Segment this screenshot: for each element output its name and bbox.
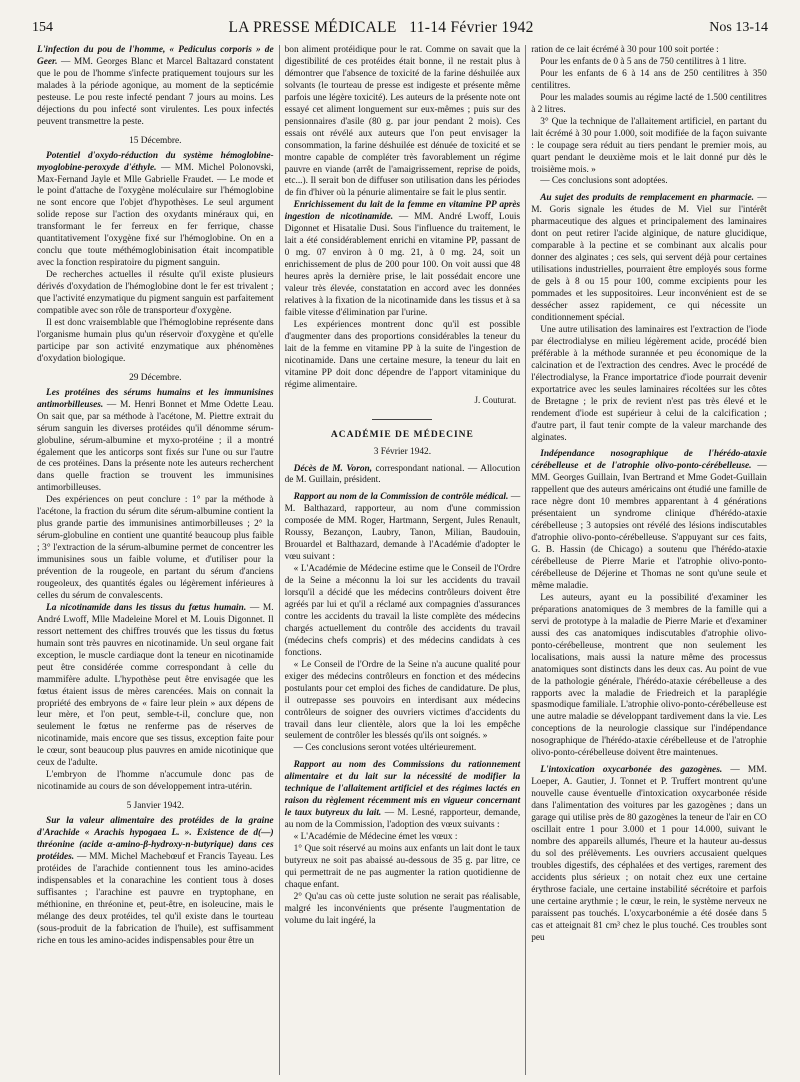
article-text: — M. Henri Bonnet et Mme Odette Leau. On sait que, par sa méthode à l'acétone, M. Piettre extrait du sérum sanguin les diverses protéides qu'il dénomme sérum-globuline, sérum-albumine et myxo-protéine ; il a montré également que les anticorps sont fixés sur l'une ou sur l'autre de ces protéines. Dans la présente note les auteurs recherchent dans quelle fraction se trouvent les immunisines antimorbilleuses. (37, 399, 274, 494)
article-text: — MM. Georges Guillain, Ivan Bertrand et Mme Godet-Guillain rappellent que des auteurs américains ont étudié une famille de race nègre dont 10 membres apparentant à 4 générations présentaient un syndrome clinique d'hérédo-ataxie cérébelleuse ; 3 autopsies ont révélé des lésions indiscutables d'atrophie olivo-ponto-cérébelleuse. S'appuyant sur ces faits, G. B. Hassin (de Chicago) a soutenu que l'hérédo-ataxie cérébelleuse de Pierre Marie et l'atrophie olivo-ponto-cérébelleuse de Déjerine et Thomas ne sont qu'une seule et même maladie. (531, 461, 767, 591)
session-date: 5 Janvier 1942. (126, 801, 184, 812)
article-deces-voron (285, 464, 521, 488)
section-divider (372, 419, 432, 420)
paragraph: Les auteurs, ayant eu la possibilité d'examiner les préparations anatomiques de 3 membres de la famille qui a servi de prototype à la maladie de Pierre Marie et d'examiner aussi des cas anatomiques indiscutables d'atrophie olivo-ponto-cérébelleuse, montrent que non seulement les localisations, mais aussi la nature même des processus anatomiques sont distincts dans les deux cas. Au point de vue de la pathologie générale, l'hérédo-ataxie cérébelleuse a des rapports avec la maladie de Friedreich et la paraplégie spasmodique familiale. L'atrophie olivo-ponto-cérébelleuse est une autre maladie se développant tardivement dans la vie. Les conceptions de la neurologie classique sur l'indépendance nosographique de l'hérédo-ataxie cérébelleuse et de l'atrophie olivo-ponto-cérébelleuse doivent être maintenues. (531, 592, 767, 759)
article-title: Au sujet des produits de remplacement en pharmacie. (540, 193, 754, 204)
article-title: Décès de M. Voron, (293, 463, 373, 474)
issue-date: 11-14 Février 1942 (409, 19, 534, 36)
column-1 (32, 45, 279, 1075)
article-text: — MM. Michel Machebœuf et Francis Tayeau. Les protéides de l'arachide contiennent tous les amino-acides indispensables et la conarachine les contient tous à doses suffisantes ; l'arachine est pauvre en tryptophane, en méthionine, en thréonine et, peut-être, en isoleucine, mais le mélange des deux protéides, tel qu'il existe dans le tourteau (sous-produit de la fabrication de l'huile), est suffisamment riche en tous les amino-acides indispensables pour être un (37, 851, 274, 946)
article-produits-remplacement (531, 193, 767, 324)
page-number: 154 (32, 20, 53, 35)
section-date: 3 Février 1942. (373, 446, 432, 457)
paragraph: « L'Académie de Médecine émet les vœux : (293, 832, 458, 843)
article-text: — MM. André Lwoff, Louis Digonnet et Hisatalie Dusi. Sous l'influence du traitement, le lait a été considérablement enrichi en vitamine PP, passant de 0 mg. 07 environ à 0 mg. 21, à 0 mg. 24, soit un enrichissement de plus de 200 pour 100. On voit aussi que 48 heures après la dernière prise, le lait possédait encore une valeur très élevée, constatation en accord avec les données relatives à la fixation de la nicotinamide dans les tissus et à sa faible vitesse d'élimination par l'urine. (284, 212, 521, 318)
article-text: — MM. Loeper, A. Gautier, J. Tonnet et P. Truffert montrent qu'une nouvelle cause éventuelle d'intoxication oxycarbonée réside dans l'alimentation des voitures par les gazogènes ; dans un garage qui utilise près de 80 gazogènes la teneur de l'air en CO oscillait entre 1 pour 3.000 et 1 pour 14.000, suivant le nombre des appareils allumés, l'heure et la hauteur au-dessus du sol des prélèvements. Les ouvriers accusaient quelques troubles digestifs, des céphalées et des vertiges, rarement des accidents plus sérieux ; on notait chez eux une certaine érythrose faciale, une certaine instabilité sécrétoire et parfois une certaine arythmie ; le cœur, le rein, le système nerveux ne paraissent pas touchés. L'oxycarbonémie a été dosée dans 5 cas et atteignait 81 cm³ chez le plus touché. Ces troubles sont peu (531, 765, 767, 943)
paragraph: L'embryon de l'homme n'accumule donc pas de nicotinamide au cours de son développement intra-utérin. (37, 770, 274, 793)
article-heredo-ataxie (531, 449, 767, 592)
article-title: Sur la valeur alimentaire des protéides de la graine d'Arachide « Arachis hypogaea L. ». Existence de d(—) thréonine (acide α-amino-β-hydroxy-n-butyrique) dans ces protéides. (37, 816, 274, 862)
paragraph: De recherches actuelles il résulte qu'il existe plusieurs dérivés d'oxydation de l'hémoglobine dont le fer est trivalent ; que l'activité enzymatique du pigment sanguin est parfaitement compatible avec son rôle de transporteur d'oxygène. (37, 270, 274, 317)
issue-number: Nos 13-14 (709, 20, 768, 35)
article-title: La nicotinamide dans les tissus du fœtus humain. (46, 602, 247, 613)
journal-title: LA PRESSE MÉDICALE (228, 19, 397, 36)
session-date: 15 Décembre. (129, 135, 182, 146)
article-text: — MM. Georges Blanc et Marcel Baltazard constatent que le pou de l'homme s'infecte pratiquement toujours sur les malades à la période agonique, au moment de la septicémie pesteuse. Le pou reste infecté pendant 7 jours au moins. Les déjections du pou infecté sont virulentes. Les poux infectés peuvent transmettre la peste. (37, 56, 274, 127)
paragraph: bon aliment protéidique pour le rat. Comme on savait que la digestibilité de ces protéides était bonne, il ne restait plus à démontrer que l'absence de toxicité de la farine déshuilée aux solvants (le tourteau de presse est indigeste et présente même parfois une légère toxicité). Les auteurs de la présente note ont essayé cet aliment longuement sur eux-mêmes ; puis sur des pensionnaires d'asile (80 g. par jour pendant 2 mois). Ces essais ont révélé aux auteurs que l'on peut envisager la consommation, la farine déshuilée est dénuée de toxicité et se montre capable de compléter très favorablement un régime pauvre en viande (arrêt de l'amaigrissement, reprise de poids, etc...). Il serait bon de diffuser son utilisation dans les périodes de fin d'hiver où la pénurie alimentaire se fait le plus sentir. (284, 45, 521, 199)
article-arachide (37, 816, 274, 947)
paragraph: — Ces conclusions sont adoptées. (540, 176, 668, 187)
article-text: — M. Balthazard, rapporteur, au nom d'une commission composée de MM. Roger, Hartmann, Sergent, Jules Renault, Roussy, Bezançon, Laubry, Tanon, Milian, Baudouin, Brouardel et Balthazard, demande à l'Académie d'adopter le vœu suivant : (284, 492, 521, 563)
paragraph: 2° Qu'au cas où cette juste solution ne serait pas réalisable, malgré les inconvénients que présente l'augmentation de volume du lait ingéré, la (284, 891, 521, 926)
article-title: Rapport au nom des Commissions du rationnement alimentaire et du lait sur la nécessité de modifier la technique de l'allaitement artificiel et des régimes lactés en raison du règlement récemment mis en vigueur concernant le taux butyreux du lait. (284, 760, 521, 819)
paragraph: Une autre utilisation des laminaires est l'extraction de l'iode par électrodialyse en milieu légèrement acide, procédé bien préférable à la méthode surannée et peu économique de la calcination et de l'extraction des cendres. Avec le procédé de l'électrodialyse, la France importatrice d'iode pourrait devenir exportatrice avec les seules laminaires récoltées sur les côtes de Bretagne ; le prix de revient n'est pas très élevé et le rendement d'iode est supérieur à celui de la calcification ; d'autre part, il faut tenir compte de la valeur marchande des alginates. (531, 324, 767, 443)
paragraph: 3° Que la technique de l'allaitement artificiel, en partant du lait écrémé à 30 pour 1.000, soit modifiée de la façon suivante : le coupage sera réduit au tiers pendant le premier mois, au quart pendant le deuxième mois et le lait donné pur dès le troisième mois. » (531, 116, 767, 175)
author-signature: J. Couturat. (474, 394, 517, 405)
article-pediculus (37, 45, 274, 129)
article-text: — M. Lesné, rapporteur, demande, au nom de la Commission, l'adoption des vœux suivants : (284, 808, 521, 831)
paragraph: « L'Académie de Médecine estime que le Conseil de l'Ordre de la Seine a méconnu la loi sur les accidents du travail lorsqu'il a décidé que les médecins contrôleurs doivent être agréés par lui et qu'il a réclamé aux compagnies d'assurances contre les accidents du travail la liste complète des médecins chargés actuellement du contrôle des accidents du travail (médecins chefs compris) et des médecins candidats à ces fonctions. (284, 564, 521, 658)
article-nicotinamide-foetus (37, 603, 274, 770)
article-intoxication-gazogenes (531, 765, 767, 944)
paragraph: Il est donc vraisemblable que l'hémoglobine représente dans l'organisme humain plus qu'un réservoir d'oxygène et qu'elle participe par son activité enzymatique aux phénomènes d'oxydation biologique. (37, 317, 274, 364)
article-title: L'infection du pou de l'homme, « Pediculus corporis » de Geer. (37, 45, 274, 67)
paragraph: Les expériences montrent donc qu'il est possible d'augmenter dans des proportions considérables la teneur du lait de la femme en vitamine PP à la suite de l'ingestion de nicotinamide. Dans une certaine mesure, la teneur du lait en vitamine PP doit donc dépendre de l'apport vitaminique du régime alimentaire. (284, 319, 521, 390)
article-title: L'intoxication oxycarbonée des gazogènes. (540, 765, 723, 776)
section-title: ACADÉMIE DE MÉDECINE (330, 429, 474, 440)
article-title: Rapport au nom de la Commission de contrôle médical. (293, 492, 509, 503)
page-header (32, 14, 768, 42)
paragraph: Pour les malades soumis au régime lacté de 1.500 centilitres à 2 litres. (531, 92, 767, 115)
column-2 (279, 45, 526, 1075)
paragraph: Des expériences on peut conclure : 1° par la méthode à l'acétone, la fraction du sérum dite sérum-albumine contient la plus grande partie des immunisines antimorbilleuses ; 2° la sérum-globuline en contient une quantité beaucoup plus faible ; 3° l'extraction de la sérum-albumine permet de concentrer les immunisines sous un faible volume, et d'utiliser pour la prévention de la rougeole, en partant du sérum d'anciens rougeoleux, des quantités égales ou légèrement inférieures à celles du sérum de convalescents. (37, 495, 274, 601)
paragraph: « Le Conseil de l'Ordre de la Seine n'a aucune qualité pour exiger des médecins contrôleurs en fonction et des médecins postulants pour cet emploi des fiches de candidature. De plus, il outrepasse ses pouvoirs en interdisant aux médecins contrôleurs de soigner des ouvriers victimes d'accidents du travail dans leur clientèle, alors que la loi les empêche seulement de contrôler les blessés qu'ils ont soignés. » (284, 659, 521, 742)
journal-title-date (229, 19, 534, 37)
article-proteines-serums (37, 388, 274, 496)
paragraph: Pour les enfants de 0 à 5 ans de 750 centilitres à 1 litre. (540, 56, 747, 67)
article-title: Indépendance nosographique de l'hérédo-ataxie cérébelleuse et de l'atrophie olivo-ponto-cérébelleuse. (531, 449, 767, 472)
paragraph: ration de ce lait écrémé à 30 pour 100 soit portée : (531, 45, 719, 55)
article-text: — M. Goris signale les études de M. Viel sur l'intérêt pharmaceutique des algues et principalement des laminaires dont on peut retirer l'acide alginique, de nature glucidique, comparable à la pectine et se combinant aux alcalis pour donner des alginates ; ces sels, qui servent déjà pour certaines utilisations industrielles, pourraient être employés sous forme de gels à 8 ou 15 pour 100, comme excipients pour les pommades et les suppositoires. Leur inconvénient est de se dessécher assez rapidement, ce qui nécessite un conditionnement spécial. (531, 193, 767, 323)
article-text: — M. André Lwoff, Mlle Madeleine Morel et M. Louis Digonnet. Il ressort nettement des chiffres trouvés que les tissus du fœtus humain sont très pauvres en nicotinamide. Un seul organe fait exception, le muscle cardiaque dont la teneur en nicotinamide peut être considérée comme correspondant à celle du mammifère adulte. L'hypothèse peut être envisagée que les fœtus étaient issus de mères carencées. Mais on connait la propriété des embryons de « faire leur plein » aux dépens de leur mère, et l'on peut, semble-t-il, conclure que, non seulement le fœtus ne renferme pas de réserves de nicotinamide, mais encore que ses tissus, exception faite pour le cœur, sont beaucoup plus pauvres en amide nicotinique que ceux de l'adulte. (37, 602, 274, 769)
paragraph: Pour les enfants de 6 à 14 ans de 250 centilitres à 350 centilitres. (531, 68, 767, 91)
paragraph: — Ces conclusions seront votées ultérieurement. (293, 743, 477, 754)
article-lait-vitamine-pp (285, 200, 521, 320)
article-title: Les protéines des sérums humains et les immunisines antimorbilleuses. (37, 387, 274, 410)
article-controle-medical (285, 492, 521, 564)
paragraph: 1° Que soit réservé au moins aux enfants un lait dont le taux butyreux ne soit pas abaissé au-dessous de 35 g. par litre, ce qui permettrait de ne pas augmenter la ration quotidienne de chaque enfant. (284, 844, 521, 890)
article-title: Enrichissement du lait de la femme en vitamine PP après ingestion de nicotinamide. (284, 200, 521, 223)
article-text: correspondant national. — Allocution de M. Guillain, président. (284, 463, 521, 486)
article-text: — MM. Michel Polonovski, Max-Fernand Jayle et Mlle Gabrielle Fraudet. — Le mode et le point d'attache de l'oxygène moléculaire sur l'hémoglobine ne sont encore que l'objet d'hypothèses. Le seul argument solide repose sur l'action des oxydants minéraux qui, en transformant le fer ferreux en fer ferrique, chasse quantitativement l'oxygène fixé sur l'hémoglobine. On en a conclu que toute méthémoglobinisation était incompatible avec la fonction respiratoire du pigment sanguin. (37, 162, 274, 269)
article-title: Potentiel d'oxydo-réduction du système hémoglobine-myoglobine-peroxyde d'éthyle. (37, 150, 274, 173)
session-date: 29 Décembre. (129, 372, 182, 383)
article-rationnement-lait (285, 760, 521, 832)
column-3 (525, 45, 772, 1075)
article-hemoglobine (37, 151, 274, 271)
article-columns (32, 45, 772, 1075)
